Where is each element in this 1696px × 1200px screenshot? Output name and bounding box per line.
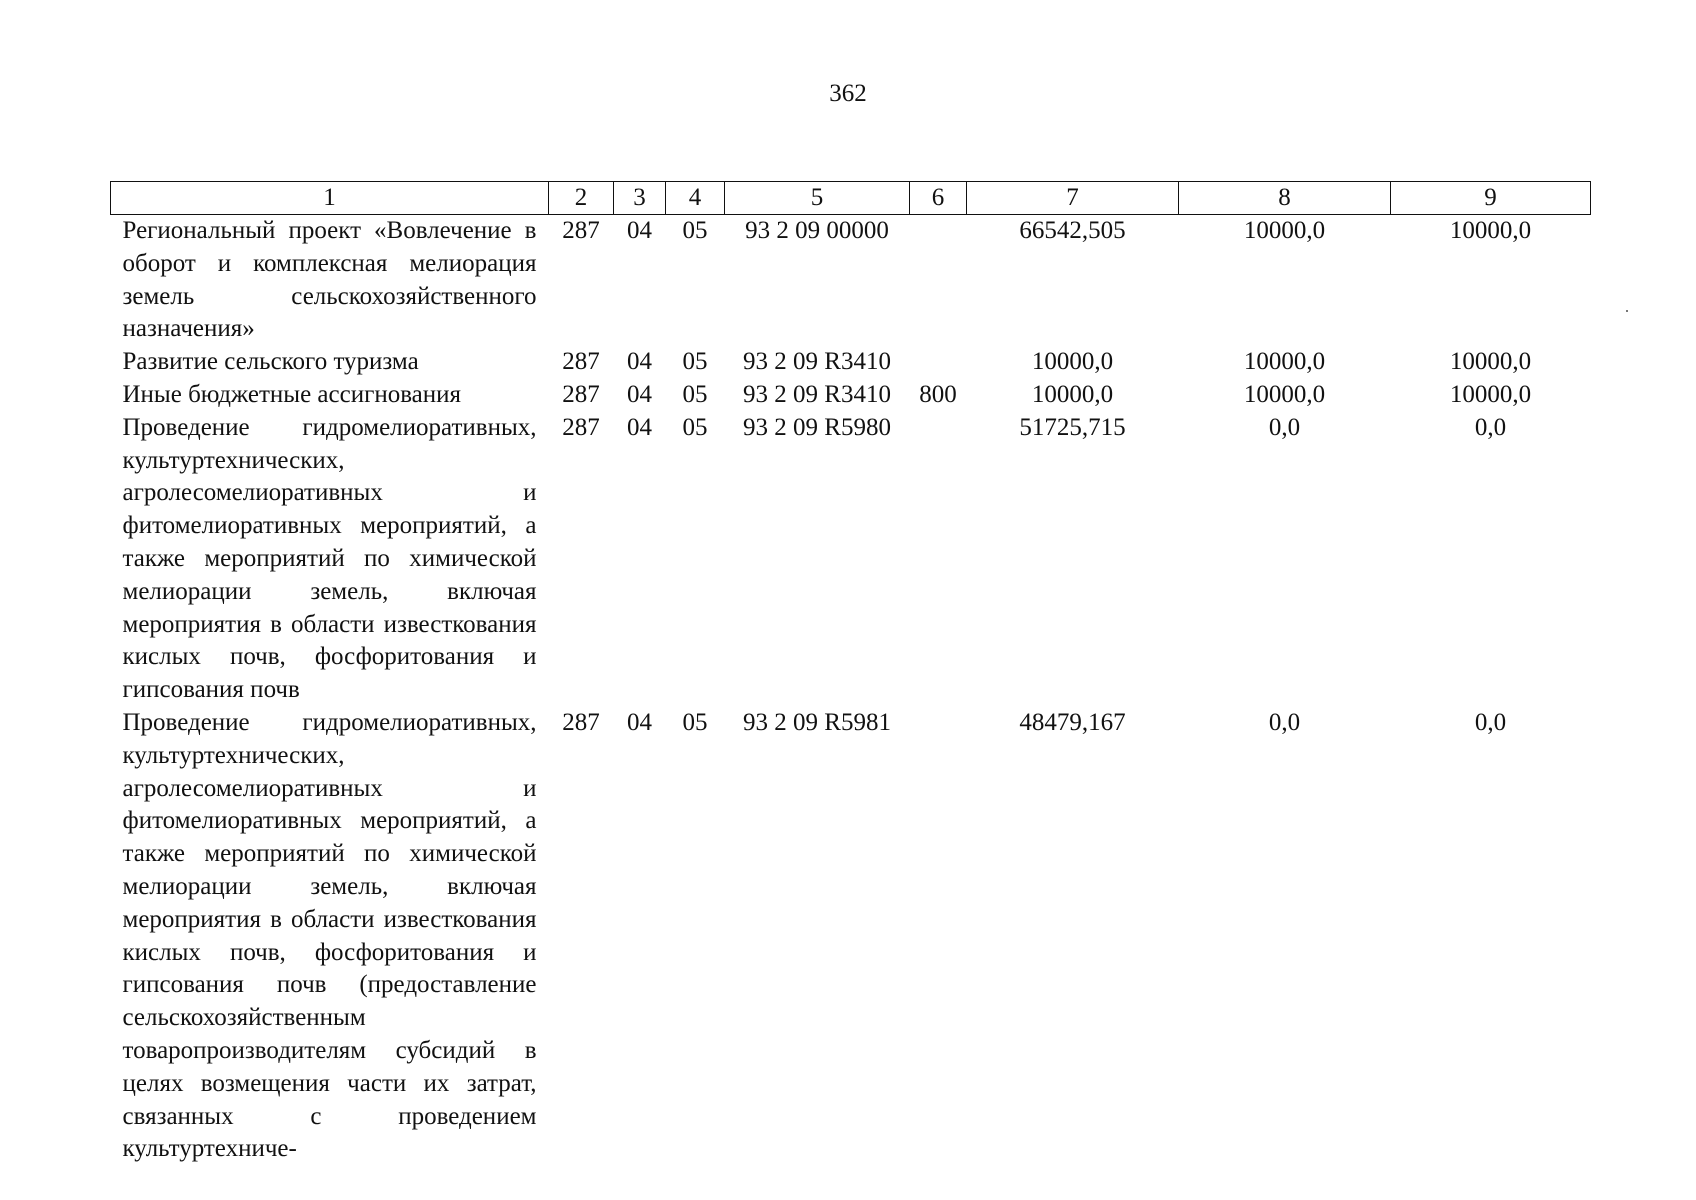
row-section: 04	[627, 413, 652, 441]
row-value-8: 0,0	[1268, 413, 1301, 441]
row-name: Проведение гидромелиоративных, культуртехнических, агролесомелиоративных и фитомелиоративных мероприятий, а также мероприятий по химической мелиорации земель, включая мероприятия в области известкования кислых почв, фосфоритования и гипсования почв (предоставление сельскохозяйственным товаропроизводителям субсидий в целях возмещения части их затрат, связанных с проведением культуртехниче-	[122, 708, 537, 1163]
table-row	[111, 379, 1591, 412]
row-value-9: 0,0	[1474, 708, 1507, 736]
row-expense-type	[910, 412, 967, 707]
row-subsection: 05	[682, 348, 708, 376]
header-col-1: 1	[111, 182, 549, 215]
header-col-5: 5	[725, 182, 910, 215]
scan-speck	[1626, 310, 1628, 312]
row-value-9: 0,0	[1474, 413, 1507, 441]
row-expense-type	[910, 346, 967, 379]
header-col-8: 8	[1179, 182, 1391, 215]
row-code: 287	[562, 708, 600, 736]
row-value-8: 10000,0	[1243, 217, 1326, 244]
table-row	[111, 346, 1591, 379]
table-row	[111, 707, 1591, 1166]
header-col-7: 7	[967, 182, 1179, 215]
row-target: 93 2 09 R3410	[743, 348, 891, 376]
header-col-9: 9	[1391, 182, 1591, 215]
row-section: 04	[627, 217, 652, 244]
table-row	[111, 412, 1591, 707]
header-col-6: 6	[910, 182, 967, 215]
header-col-4: 4	[666, 182, 725, 215]
row-name: Развитие сельского туризма	[122, 348, 419, 376]
row-code: 287	[562, 217, 600, 244]
table-header	[111, 182, 1591, 215]
row-expense-type	[910, 707, 967, 1166]
row-name: Проведение гидромелиоративных, культуртехнических, агролесомелиоративных и фитомелиоративных мероприятий, а также мероприятий по химической мелиорации земель, включая мероприятия в области известкования кислых почв, фосфоритования и гипсования почв	[122, 413, 537, 704]
row-value-8: 10000,0	[1243, 380, 1326, 408]
row-value-9: 10000,0	[1449, 348, 1532, 376]
row-value-7: 66542,505	[1019, 217, 1126, 244]
row-target: 93 2 09 R5980	[743, 413, 891, 441]
page-number: 362	[829, 80, 867, 107]
row-code: 287	[562, 380, 600, 408]
row-value-9: 10000,0	[1449, 217, 1532, 244]
row-section: 04	[627, 708, 652, 736]
header-row	[111, 182, 1591, 215]
row-section: 04	[627, 348, 652, 376]
row-subsection: 05	[682, 217, 708, 244]
row-section: 04	[627, 380, 652, 408]
row-subsection: 05	[682, 413, 708, 441]
row-value-7: 10000,0	[1031, 380, 1114, 408]
row-value-9: 10000,0	[1449, 380, 1532, 408]
header-col-3: 3	[614, 182, 666, 215]
row-subsection: 05	[682, 380, 708, 408]
row-name: Иные бюджетные ассигнования	[122, 380, 462, 408]
row-target: 93 2 09 00000	[745, 217, 889, 244]
row-target: 93 2 09 R5981	[743, 708, 891, 736]
row-value-7: 51725,715	[1019, 413, 1126, 441]
row-code: 287	[562, 413, 600, 441]
table-body	[111, 215, 1591, 1167]
row-subsection: 05	[682, 708, 708, 736]
row-value-7: 48479,167	[1019, 708, 1126, 736]
budget-table	[110, 181, 1591, 1166]
row-expense-type: 800	[919, 380, 957, 408]
row-name: Региональный проект «Вовлечение в оборот и комплексная мелиорация земель сельскохозяйственного назначения»	[122, 217, 537, 343]
row-value-8: 0,0	[1268, 708, 1301, 736]
row-code: 287	[562, 348, 600, 376]
row-target: 93 2 09 R3410	[743, 380, 891, 408]
row-value-7: 10000,0	[1031, 348, 1114, 376]
table-row	[111, 215, 1591, 347]
row-expense-type	[910, 215, 967, 347]
row-value-8: 10000,0	[1243, 348, 1326, 376]
header-col-2: 2	[549, 182, 614, 215]
